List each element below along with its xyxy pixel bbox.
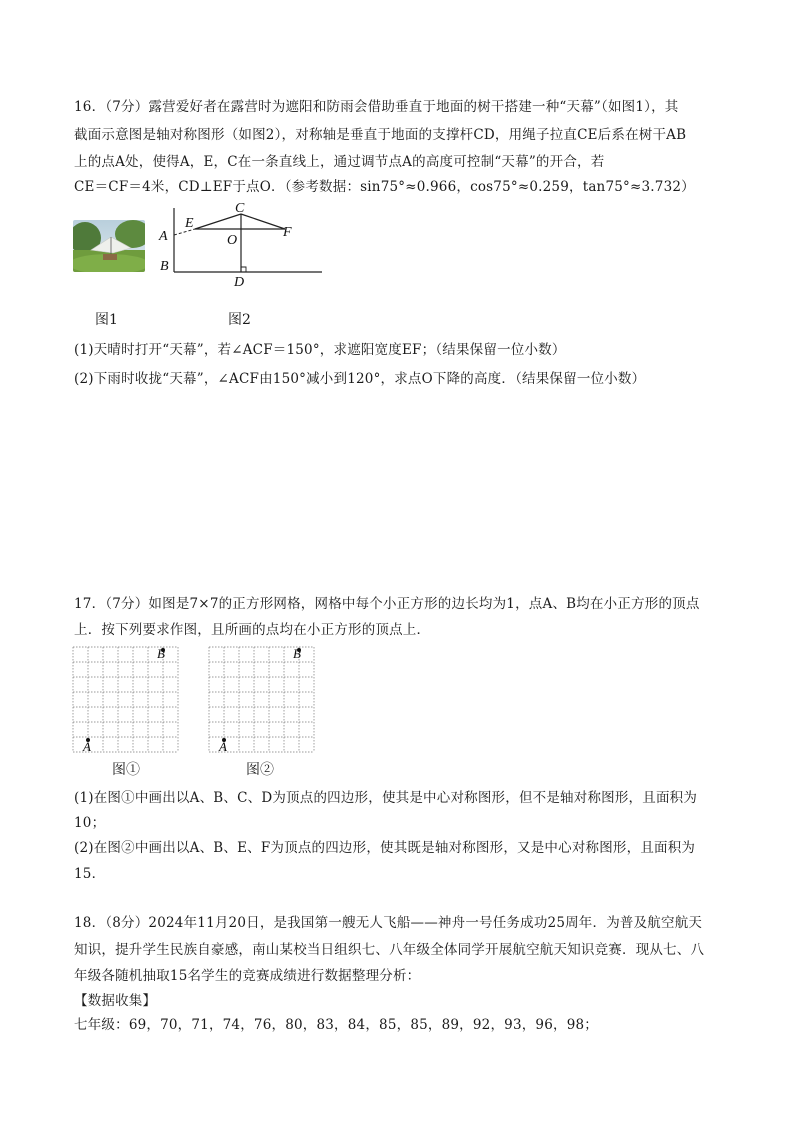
label-o: O <box>227 233 238 248</box>
grid-figure-2-caption: 图② <box>246 762 274 778</box>
rope-cf-line <box>241 214 285 229</box>
q17-subquestion-2-line-1: (2)在图②中画出以A、B、E、F为顶点的四边形，使其既是轴对称图形，又是中心对称图形，且面积为 <box>74 840 696 856</box>
label-f: F <box>283 225 292 240</box>
q16-subquestion-2: (2)下雨时收拢“天幕”，∠ACF由150°减小到120°，求点O下降的高度．（结果保留一位小数） <box>74 371 646 387</box>
label-a: A <box>159 229 168 244</box>
label-b: B <box>160 259 169 274</box>
q18-text-line-3: 年级各随机抽取15名学生的竞赛成绩进行数据整理分析： <box>74 968 421 984</box>
figure-1-caption: 图1 <box>95 312 118 328</box>
q16-text-line-1: 16．（7分）露营爱好者在露营时为遮阳和防雨会借助垂直于地面的树干搭建一种“天幕”（如图1），其 <box>74 99 679 115</box>
right-angle-mark <box>241 267 246 272</box>
grid-figure-1-caption: 图① <box>112 762 140 778</box>
q17-subquestion-2-line-2: 15． <box>74 866 106 882</box>
q17-text-line-2: 上．按下列要求作图，且所画的点均在小正方形的顶点上． <box>74 622 431 638</box>
point-a-label: A <box>219 739 227 754</box>
q17-subquestion-1-line-2: 10； <box>74 815 106 831</box>
point-a-label: A <box>83 739 91 754</box>
label-c: C <box>235 201 245 216</box>
figure-2-caption: 图2 <box>228 312 251 328</box>
q18-text-line-2: 知识，提升学生民族自豪感，南山某校当日组织七、八年级全体同学开展航空航天知识竞赛．现从七、八 <box>74 942 705 958</box>
tent-photo <box>73 220 145 272</box>
q16-text-line-2: 截面示意图是轴对称图形（如图2），对称轴是垂直于地面的支撑杆CD，用绳子拉直CE后系在树干AB <box>74 127 687 143</box>
q18-text-line-1: 18．（8分）2024年11月20日，是我国第一艘无人飞船——神舟一号任务成功25周年．为普及航空航天 <box>74 915 703 931</box>
rope-ce-line <box>195 214 241 229</box>
q16-text-line-3: 上的点A处，使得A，E，C在一条直线上，通过调节点A的高度可控制“天幕”的开合，若 <box>74 154 605 170</box>
label-e: E <box>185 216 194 231</box>
q17-text-line-1: 17．（7分）如图是7×7的正方形网格，网格中每个小正方形的边长均为1，点A、B均在小正方形的顶点 <box>74 596 700 612</box>
grid-figure-1 <box>70 644 182 756</box>
grid-figure-2 <box>206 644 318 756</box>
q18-section-title: 【数据收集】 <box>74 993 157 1009</box>
q18-grade7-scores <box>74 1015 598 1035</box>
grade7-label: 七年级： <box>74 1017 129 1033</box>
tent-cross-section-diagram <box>155 200 330 292</box>
q16-text-line-4: CE＝CF＝4米，CD⊥EF于点O．（参考数据：sin75°≈0.966，cos75°≈0.259，tan75°≈3.732） <box>74 179 695 195</box>
point-b-label: B <box>157 646 165 661</box>
point-b-label: B <box>293 646 301 661</box>
grade7-score-list: 69，70，71，74，76，80，83，84，85，85，89，92，93，96，98； <box>128 1017 598 1033</box>
label-d: D <box>234 275 245 290</box>
q16-subquestion-1: (1)天晴时打开“天幕”，若∠ACF＝150°，求遮阳宽度EF；（结果保留一位小数） <box>74 342 566 358</box>
q17-subquestion-1-line-1: (1)在图①中画出以A、B、C、D为顶点的四边形，使其是中心对称图形，但不是轴对称图形，且面积为 <box>74 790 698 806</box>
